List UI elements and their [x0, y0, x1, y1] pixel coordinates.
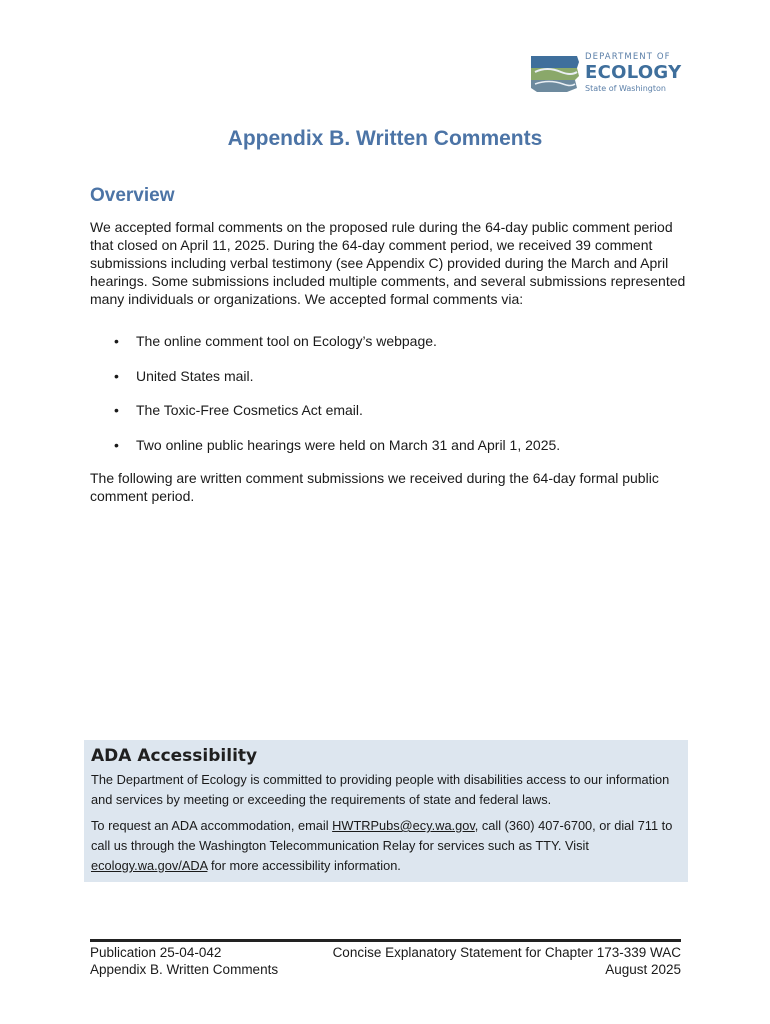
ecology-logo [527, 52, 682, 98]
list-item [90, 367, 690, 402]
ada-text: To request an ADA accommodation, email [91, 818, 333, 833]
logo-ecology: ECOLOGY [585, 62, 682, 83]
ada-website-link[interactable]: ecology.wa.gov/ADA [91, 858, 208, 873]
submissions-paragraph: The following are written comment submissions we received during the 64-day formal public comment period. [90, 470, 659, 504]
washington-state-logo-icon [527, 52, 583, 96]
publication-number: Publication 25-04-042 [90, 945, 222, 960]
logo-text [585, 52, 681, 94]
ada-request-paragraph [91, 816, 676, 876]
page-title: Appendix B. Written Comments [227, 127, 543, 150]
list-item-text: United States mail. [136, 367, 254, 384]
list-item-text: The Toxic-Free Cosmetics Act email. [136, 402, 363, 418]
list-item [90, 401, 690, 436]
ada-text: for more accessibility information. [207, 858, 401, 873]
ada-heading: ADA Accessibility [91, 746, 258, 766]
list-item-text: Two online public hearings were held on March 31 and April 1, 2025. [136, 436, 561, 453]
ada-accessibility-box [84, 740, 688, 882]
footer-section: Appendix B. Written Comments [90, 961, 279, 977]
email-link[interactable]: HWTRPubs@ecy.wa.gov [332, 818, 475, 833]
logo-department: DEPARTMENT OF [585, 52, 671, 62]
bullet-icon: • [114, 333, 119, 349]
bullet-icon: • [114, 402, 119, 418]
footer-left [90, 945, 278, 978]
footer-right [333, 945, 681, 978]
ada-paragraph: The Department of Ecology is committed to providing people with disabilities access to our information and services by meeting or exceeding the requirements of state and federal laws. [91, 772, 670, 807]
document-title: Concise Explanatory Statement for Chapter 173-339 WAC [332, 945, 681, 960]
list-item-text: The online comment tool on Ecology’s webpage. [136, 333, 437, 349]
bullet-icon: • [114, 367, 119, 384]
list-item [90, 332, 690, 367]
logo-state: State of Washington [585, 84, 666, 93]
overview-heading: Overview [90, 185, 175, 206]
comment-methods-list [90, 332, 690, 470]
bullet-icon: • [114, 436, 119, 453]
footer-divider [90, 939, 681, 942]
overview-paragraph: We accepted formal comments on the proposed rule during the 64-day public comment period that closed on April 11, 2025. During the 64-day comment period, we received 39 comment submissions including verbal testimony (see Appendix C) provided during the March and April hearings. Some submissions included multiple comments, and several submissions represented many individuals or organizations. We accepted formal comments via: [90, 219, 686, 307]
publication-date: August 2025 [605, 961, 681, 977]
list-item [90, 436, 690, 471]
ada-text: , call (360) 407-6700, or dial 711 to call us through the Washington Telecommunication Relay for services such as TTY. Visit [91, 818, 673, 853]
